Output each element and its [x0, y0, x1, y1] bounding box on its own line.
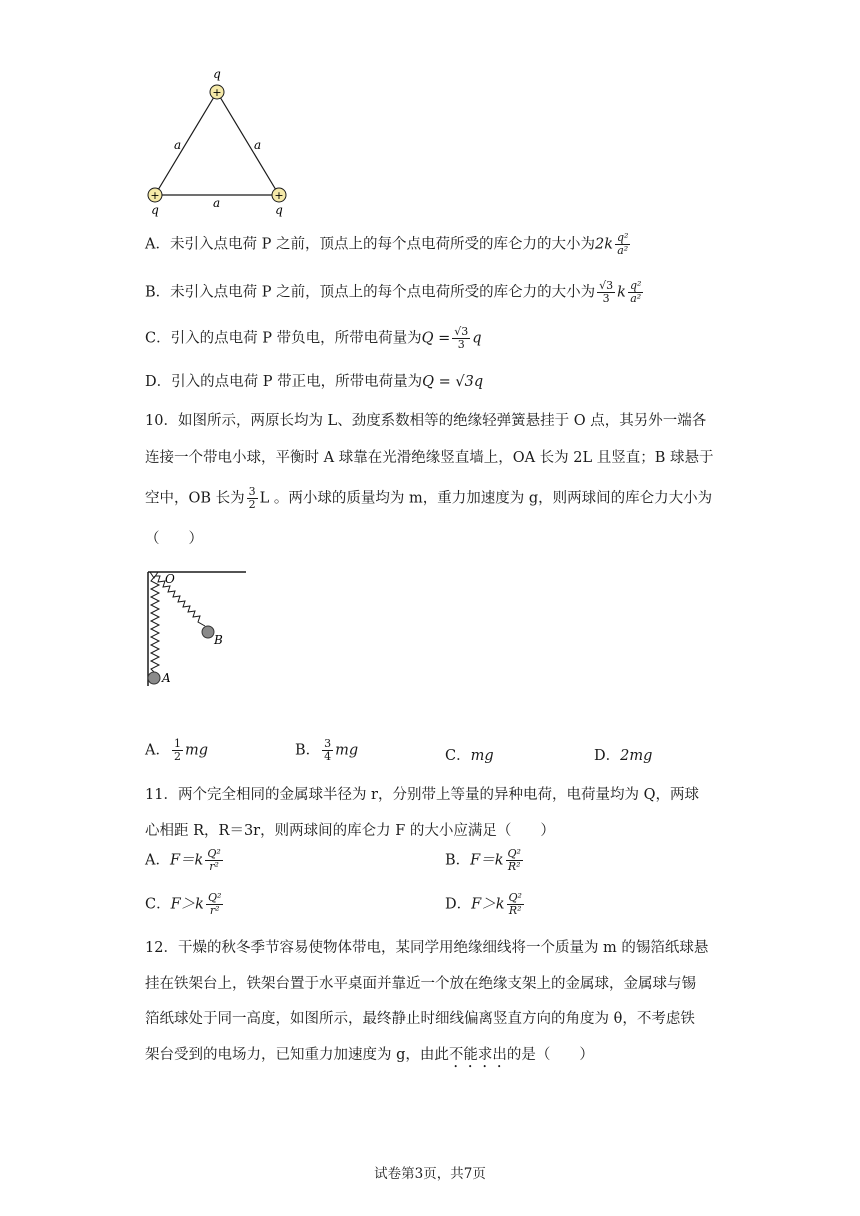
triangle-charges-figure — [140, 62, 300, 220]
q10-option-b: B． $\frac{3}{4}$ mg — [295, 737, 359, 763]
q10-line2: 连接一个带电小球，平衡时 A 球靠在光滑绝缘竖直墙上，OA 长为 2L 且竖直；B 球悬于 — [145, 450, 714, 466]
bottom-side-label: a — [213, 196, 221, 210]
q12-line4: 架台受到的电场力，已知重力加速度为 g，由此不能求出的是（ ） — [145, 1047, 594, 1063]
q10-option-a: A． $\frac{1}{2}$ mg — [145, 737, 209, 763]
q9-option-a: A．未引入点电荷 P 之前，顶点上的每个点电荷所受的库仑力的大小为2k $\frac{\text{q²}}{\text{a²}}$ — [145, 231, 629, 257]
left-side-label: a — [174, 138, 182, 152]
q9-a-fraction: $\frac{\text{q²}}{\text{a²}}$ — [616, 231, 629, 257]
q11-option-a: A．F＝k $\frac{\text{Q²}}{\text{r²}}$ — [145, 847, 221, 873]
q9-b-coef: $\frac{√3}{3}$ — [599, 279, 614, 305]
ball-b-icon — [202, 626, 214, 638]
q10-ob-fraction: $\frac{3}{2}$ — [248, 485, 256, 511]
spring-oa — [151, 576, 159, 673]
q12-line1: 12．干燥的秋冬季节容易使物体带电，某同学用绝缘细线将一个质量为 m 的锡箔纸球悬 — [145, 940, 709, 956]
page-footer: 试卷第3页，共7页 — [374, 1166, 486, 1182]
label-o: O — [165, 572, 175, 586]
q9-b-fraction: $\frac{\text{q²}}{\text{a²}}$ — [629, 279, 642, 305]
emphasis-text: 不能求出 — [448, 1047, 507, 1063]
q11-option-c: C．F＞k $\frac{\text{Q²}}{\text{r²}}$ — [145, 891, 222, 917]
top-charge-label: q — [213, 67, 221, 81]
q9-c-coef: $\frac{√3}{3}$ — [454, 325, 469, 351]
q9-option-c: C．引入的点电荷 P 带负电，所带电荷量为Q = $\frac{√3}{3}$ q — [145, 325, 482, 351]
q10-line1: 10．如图所示，两原长均为 L、劲度系数相等的绝缘轻弹簧悬挂于 O 点，其另外一端各 — [145, 413, 707, 429]
q12-line2: 挂在铁架台上，铁架台置于水平桌面并靠近一个放在绝缘支架上的金属球，金属球与锡 — [145, 976, 696, 992]
q11-line2: 心相距 R，R＝3r，则两球间的库仑力 F 的大小应满足（ ） — [145, 823, 555, 839]
ball-a-icon — [148, 672, 160, 684]
label-a: A — [162, 671, 171, 685]
q10-option-d: D．2mg — [594, 748, 653, 764]
spring-ob — [155, 576, 205, 626]
left-plus: + — [150, 189, 160, 202]
q10-line4: （ ） — [145, 531, 203, 547]
top-plus: + — [212, 86, 222, 99]
q9-option-d: D．引入的点电荷 P 带正电，所带电荷量为Q = √3q — [145, 374, 484, 390]
left-charge-label: q — [151, 203, 159, 217]
q11-line1: 11．两个完全相同的金属球半径为 r，分别带上等量的异种电荷，电荷量均为 Q，两球 — [145, 787, 699, 803]
q9-option-b: B．未引入点电荷 P 之前，顶点上的每个点电荷所受的库仑力的大小为 $\frac{√3}{3}$ k $\frac{\text{q²}}{\text{a²}}$ — [145, 279, 642, 305]
right-side-label: a — [254, 138, 262, 152]
right-charge-label: q — [275, 203, 283, 217]
q12-line3: 箔纸球处于同一高度，如图所示，最终静止时细线偏离竖直方向的角度为 θ，不考虑铁 — [145, 1011, 695, 1027]
label-b: B — [214, 633, 223, 647]
q10-option-c: C．mg — [445, 748, 494, 764]
q11-option-b: B．F＝k $\frac{\text{Q²}}{\text{R²}}$ — [445, 847, 521, 873]
right-plus: + — [274, 189, 284, 202]
spring-wall-figure — [140, 562, 252, 692]
q10-line3: 空中，OB 长为 $\frac{3}{2}$ L 。两小球的质量均为 m，重力加速度为 g，则两球间的库仑力大小为 — [145, 485, 713, 511]
q11-option-d: D．F＞k $\frac{\text{Q²}}{\text{R²}}$ — [445, 891, 522, 917]
